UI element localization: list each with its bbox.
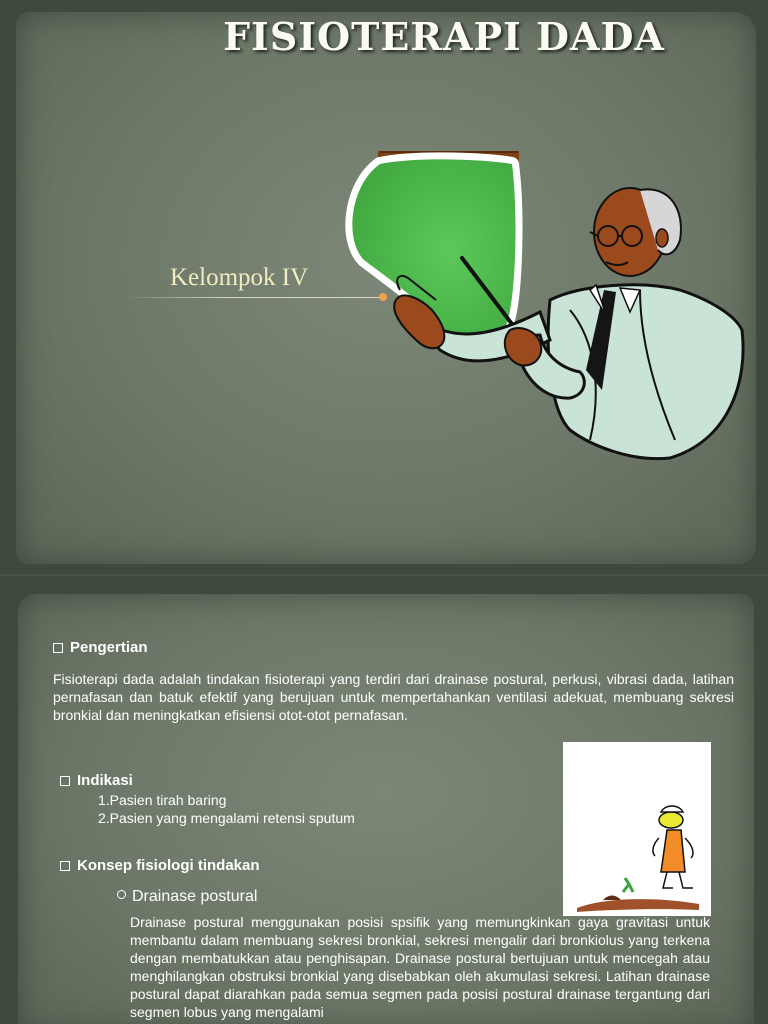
checkbox-icon	[60, 861, 70, 871]
konsep-heading-label: Konsep fisiologi tindakan	[77, 857, 260, 874]
indikasi-item: 1.Pasien tirah baring	[98, 792, 227, 808]
pengertian-heading	[53, 639, 148, 657]
konsep-heading	[60, 857, 260, 875]
slide-title: FISIOTERAPI DADA	[223, 14, 665, 59]
drainase-subheading-label: Drainase postural	[132, 888, 258, 905]
checkbox-icon	[60, 776, 70, 786]
content-slide	[0, 576, 768, 1024]
indikasi-heading-label: Indikasi	[77, 772, 133, 789]
circle-bullet-icon	[117, 890, 126, 899]
checkbox-icon	[53, 643, 63, 653]
drainase-text: Drainase postural menggunakan posisi spsifik yang memungkinkan gaya gravitasi untuk membantu dalam membuang sekresi bronkial, sekresi mengalir dari bronkiolus yang terkena dengan membatukkan atau penghisapan. Drainase postural bertujuan untuk mencegah atau menghilangkan obstruksi bronkial yang disebabkan oleh akumulasi sekresi. Latihan drainase postural dapat diarahkan pada semua segmen pada posisi postural drainase tergantung dari segmen lobus yang mengalami	[130, 914, 710, 1020]
indikasi-heading	[60, 772, 133, 790]
gardener-clipart	[563, 742, 711, 916]
pengertian-text: Fisioterapi dada adalah tindakan fisioterapi yang terdiri dari drainase postural, perkusi, vibrasi dada, latihan pernafasan dan batuk efektif yang berujuan untuk mempertahankan ventilasi adekuat, membuang sekresi bronkial dan meningkatkan efisiensi otot-otot pernafasan.	[53, 671, 734, 723]
teacher-pointing-icon	[340, 140, 760, 480]
gardener-icon	[563, 742, 711, 916]
pengertian-heading-label: Pengertian	[70, 639, 148, 656]
indikasi-item: 2.Pasien yang mengalami retensi sputum	[98, 810, 355, 826]
drainase-subheading	[117, 888, 257, 906]
slide-subtitle: Kelompok IV	[170, 264, 309, 291]
